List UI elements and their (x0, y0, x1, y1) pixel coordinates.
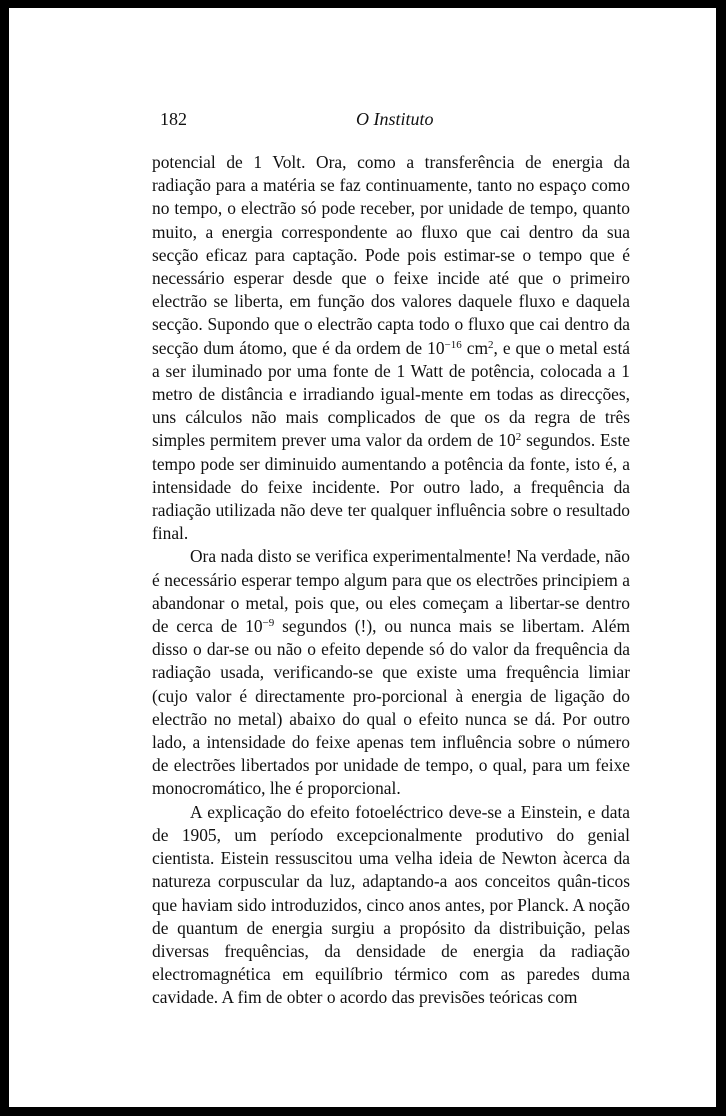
paragraph-1-text-b: cm (461, 337, 488, 358)
superscript-exponent: 2 (515, 431, 522, 444)
superscript-exponent: −16 (444, 338, 462, 351)
superscript-exponent: −9 (262, 617, 275, 630)
paragraph-2-text-b: segundos (!), ou nunca mais se libertam. Além disso o dar-se ou não o efeito depende só do valor da frequência da radiação usada, verificando-se que existe uma frequência limiar (cujo valor é directamente pro-porcional à energia de ligação do electrão no metal) abaixo do qual o efeito nunca se dá. Por outro lado, a intensidade do feixe apenas tem influência sobre o número de electrões libertados por unidade de tempo, o qual, para um feixe monocromático, lhe é proporcional. (152, 616, 630, 799)
page-number: 182 (160, 109, 187, 129)
paragraph-1-text-c: , e que o metal está a ser iluminado por uma fonte de 1 Watt de potência, colocada a 1 metro de distância e irradiando igual-mente em todas as direcções, uns cálculos não mais complicados de que os da regra de três simples permitem prever uma valor da ordem de 10 (152, 337, 631, 451)
page-header (160, 109, 639, 135)
superscript-exponent: 2 (487, 338, 494, 351)
paragraph-2 (152, 545, 630, 800)
running-title: O Instituto (356, 109, 434, 129)
body-text (152, 151, 630, 1010)
paragraph-2-text-a: Ora nada disto se verifica experimentalmente! Na verdade, não é necessário esperar tempo algum para que os electrões principiem a abandonar o metal, pois que, ou eles começam a libertar-se dentro de cerca de 10 (152, 546, 630, 637)
paragraph-1-text-d: segundos. Este tempo pode ser diminuido aumentando a potência da fonte, isto é, a intensidade do feixe incidente. Por outro lado, a frequência da radiação utilizada não deve ter qualquer influência sobre o resultado final. (152, 430, 630, 544)
paragraph-3: A explicação do efeito fotoeléctrico deve-se a Einstein, e data de 1905, um período excepcionalmente produtivo do genial cientista. Eistein ressuscitou uma velha ideia de Newton àcerca da natureza corpuscular da luz, adaptando-a aos conceitos quân-ticos que haviam sido introduzidos, cinco anos antes, por Planck. A noção de quantum de energia surgiu a propósito da distribuição, pelas diversas frequências, da densidade de energia da radiação electromagnética em equilíbrio térmico com as paredes duma cavidade. A fim de obter o acordo das previsões teóricas com (152, 801, 630, 1008)
paragraph-1 (152, 151, 630, 545)
paragraph-1-text-a: potencial de 1 Volt. Ora, como a transferência de energia da radiação para a matéria se faz continuamente, tanto no espaço como no tempo, o electrão só pode receber, por unidade de tempo, quanto muito, a energia correspondente ao fluxo que cai dentro da sua secção eficaz para captação. Pode pois estimar-se o tempo que é necessário esperar desde que o feixe incide até que o primeiro electrão se liberta, em função dos valores daquele fluxo e daquela secção. Supondo que o electrão capta todo o fluxo que cai dentro da secção dum átomo, que é da ordem de 10 (152, 152, 630, 358)
